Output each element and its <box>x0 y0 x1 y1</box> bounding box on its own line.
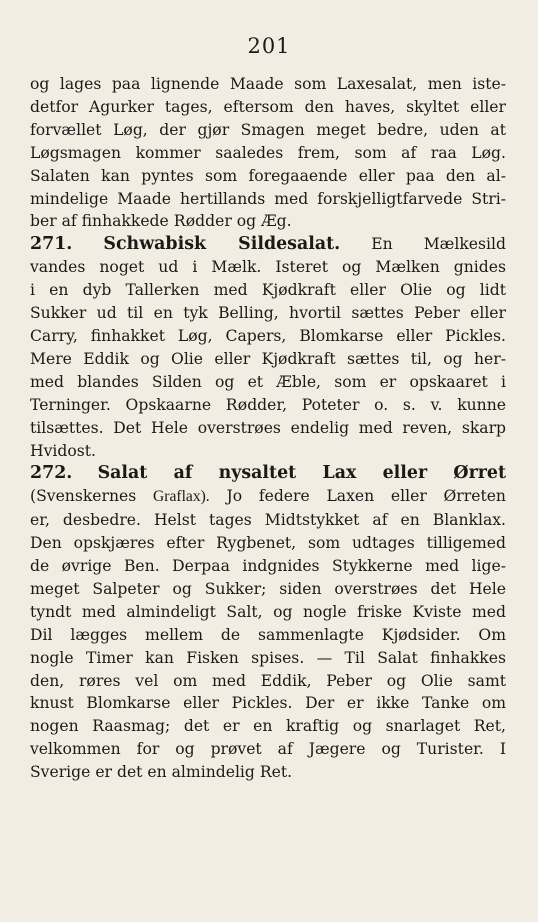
text-line <box>30 165 506 188</box>
line-text: tilsættes. Det Hele overstrøes endelig med reven, skarp <box>30 418 506 437</box>
line-text: de øvrige Ben. Derpaa indgnides Stykkerne med lige- <box>30 557 506 576</box>
text-line <box>30 279 506 302</box>
line-text: detfor Agurker tages, eftersom den haves, skyltet eller <box>30 97 506 116</box>
line-text: meget Salpeter og Sukker; siden overstrøes det Hele <box>30 579 506 598</box>
line-text: Salaten kan pyntes som foregaaende eller paa den al- <box>30 166 506 185</box>
line-text: Hvidost. <box>30 441 96 460</box>
line-text: er, desbedre. Helst tages Midtstykket af en Blanklax. <box>30 511 506 530</box>
text-line <box>30 578 506 601</box>
text-line <box>30 601 506 624</box>
latin-term: Graflax). <box>153 488 210 506</box>
text-line <box>30 738 506 761</box>
text-line <box>30 670 506 693</box>
line-text: Mere Eddik og Olie eller Kjødkraft sættes til, og her- <box>30 349 506 368</box>
text-line <box>30 119 506 142</box>
line-text: tyndt med almindeligt Salt, og nogle friske Kviste med <box>30 602 506 621</box>
line-text: Løgsmagen kommer saaledes frem, som af raa Løg. <box>30 143 506 162</box>
line-text: mindelige Maade hertillands med forskjelligtfarvede Stri- <box>30 189 506 208</box>
text-line <box>30 188 506 211</box>
text-line <box>30 73 506 96</box>
line-text: ber af finhakkede Rødder og Æg. <box>30 212 292 231</box>
line-text: Terninger. Opskaarne Rødder, Poteter o. s. v. kunne <box>30 395 506 414</box>
text-line <box>30 325 506 348</box>
text-line <box>30 624 506 647</box>
text-line <box>30 302 506 325</box>
line-prefix: (Svenskernes <box>30 487 137 506</box>
recipe-title: Schwabisk Sildesalat. <box>103 234 341 255</box>
text-line <box>30 647 506 670</box>
line-text: Sukker ud til en tyk Belling, hvortil sættes Peber eller <box>30 304 506 323</box>
text-line <box>30 371 506 394</box>
text-line <box>30 256 506 279</box>
line-text: med blandes Silden og et Æble, som er opskaaret i <box>30 372 506 391</box>
line-text: og lages paa lignende Maade som Laxesalat, men iste- <box>30 75 506 93</box>
line-text: forvællet Løg, der gjør Smagen meget bedre, uden at <box>30 120 506 139</box>
text-line <box>30 485 506 509</box>
line-text: Den opskjæres efter Rygbenet, som udtages tilligemed <box>30 534 506 553</box>
line-text: velkommen for og prøvet af Jægere og Turister. I <box>30 740 506 759</box>
recipe-number: 272. <box>30 463 73 484</box>
text-line <box>30 394 506 417</box>
line-text: knust Blomkarse eller Pickles. Der er ikke Tanke om <box>30 694 506 713</box>
page-number: 201 <box>247 34 291 58</box>
text-line <box>30 555 506 578</box>
text-line <box>30 440 506 463</box>
text-line <box>30 692 506 715</box>
text-line <box>30 462 506 485</box>
text-line <box>30 509 506 532</box>
line-text: Dil lægges mellem de sammenlagte Kjødsider. Om <box>30 625 506 644</box>
line-text: Jo federe Laxen eller Ørreten <box>226 487 506 506</box>
line-text: En Mælkesild <box>371 235 506 254</box>
text-line <box>30 715 506 738</box>
line-text: Sverige er det en almindelig Ret. <box>30 763 293 782</box>
text-line <box>30 96 506 119</box>
line-text: vandes noget ud i Mælk. Isteret og Mælken gnides <box>30 258 506 277</box>
body-text <box>30 73 506 784</box>
text-line <box>30 532 506 555</box>
line-text: i en dyb Tallerken med Kjødkraft eller Olie og lidt <box>30 281 506 300</box>
text-line <box>30 233 506 256</box>
line-text: nogen Raasmag; det er en kraftig og snarlaget Ret, <box>30 717 506 736</box>
text-line <box>30 417 506 440</box>
line-text: Carry, finhakket Løg, Capers, Blomkarse eller Pickles. <box>30 326 506 345</box>
line-text: den, røres vel om med Eddik, Peber og Olie samt <box>30 671 506 690</box>
text-line <box>30 142 506 165</box>
recipe-number: 271. <box>30 234 73 255</box>
recipe-title: Salat af nysaltet Lax eller Ørret <box>97 463 506 484</box>
text-line <box>30 348 506 371</box>
text-line <box>30 761 506 784</box>
text-line <box>30 210 506 233</box>
line-text: nogle Timer kan Fisken spises. — Til Salat finhakkes <box>30 648 506 667</box>
